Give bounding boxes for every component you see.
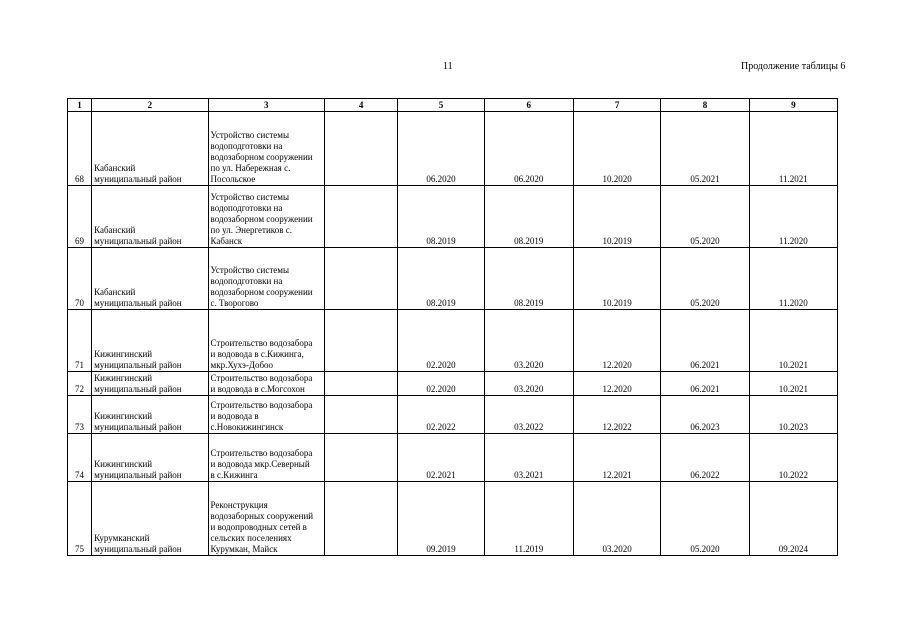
description-line: Строительство водозабора: [210, 400, 313, 410]
description-line: водозаборном сооружении: [210, 214, 313, 224]
description-line: водозаборных сооружений: [210, 511, 314, 521]
date-cell-c9: 10.2021: [749, 310, 837, 372]
table-continuation-label: Продолжение таблицы 6: [741, 61, 846, 72]
col-header: 9: [749, 99, 837, 112]
date-cell-c9: 11.2021: [749, 112, 837, 186]
description-line: водозаборном сооружении: [210, 287, 313, 297]
date-cell-c8: 05.2020: [661, 186, 749, 248]
district-cell: [92, 112, 208, 186]
description-line: Реконструкция: [210, 500, 268, 510]
district-line: муниципальный район: [94, 360, 182, 370]
description-line: Строительство водозабора: [210, 448, 313, 458]
date-cell-c7: 10.2020: [573, 112, 660, 186]
date-cell-c6: 11.2019: [484, 482, 573, 556]
description-line: Устройство системы: [210, 192, 290, 202]
description-cell: [208, 482, 324, 556]
date-cell-c8: 06.2021: [661, 372, 749, 396]
description-cell: [208, 112, 324, 186]
district-line: Кижингинский: [94, 349, 153, 359]
description-line: мкр.Хухэ-Добоо: [210, 360, 274, 370]
date-cell-c5: 08.2019: [398, 186, 484, 248]
col-header: 8: [661, 99, 749, 112]
district-cell: [92, 482, 208, 556]
date-cell-c4: [325, 434, 398, 482]
description-line: водоподготовки на: [210, 141, 283, 151]
date-cell-c4: [325, 396, 398, 434]
description-line: водозаборном сооружении: [210, 152, 313, 162]
date-cell-c6: 03.2020: [484, 310, 573, 372]
description-cell: [208, 310, 324, 372]
row-number-cell: 74: [68, 434, 92, 482]
row-number-cell: 72: [68, 372, 92, 396]
date-cell-c4: [325, 310, 398, 372]
date-cell-c9: 11.2020: [749, 186, 837, 248]
description-line: водоподготовки на: [210, 276, 283, 286]
date-cell-c5: 02.2020: [398, 372, 484, 396]
row-number-cell: 69: [68, 186, 92, 248]
date-cell-c5: 02.2021: [398, 434, 484, 482]
description-line: Строительство водозабора: [210, 373, 313, 383]
date-cell-c9: 10.2021: [749, 372, 837, 396]
district-line: Кижингинский: [94, 373, 153, 383]
district-line: Кабанский: [94, 287, 136, 297]
description-line: Курумкан, Майск: [210, 544, 278, 554]
district-line: муниципальный район: [94, 384, 182, 394]
col-header: 4: [325, 99, 398, 112]
description-line: Посольское: [210, 174, 256, 184]
district-line: муниципальный район: [94, 298, 182, 308]
date-cell-c8: 06.2023: [661, 396, 749, 434]
date-cell-c4: [325, 112, 398, 186]
table-body: [68, 112, 838, 556]
date-cell-c7: 03.2020: [573, 482, 660, 556]
date-cell-c5: 02.2022: [398, 396, 484, 434]
description-line: Устройство системы: [210, 130, 290, 140]
description-cell: [208, 248, 324, 310]
date-cell-c5: 08.2019: [398, 248, 484, 310]
table-row: [68, 112, 838, 186]
page-number: 11: [443, 61, 453, 72]
district-cell: [92, 186, 208, 248]
description-line: по ул. Набережная с.: [210, 163, 291, 173]
district-line: Кижингинский: [94, 459, 153, 469]
description-cell: [208, 396, 324, 434]
district-cell: [92, 310, 208, 372]
col-header: 3: [208, 99, 324, 112]
date-cell-c5: 06.2020: [398, 112, 484, 186]
district-line: Кабанский: [94, 163, 136, 173]
date-cell-c7: 12.2022: [573, 396, 660, 434]
date-cell-c7: 10.2019: [573, 248, 660, 310]
description-line: водоподготовки на: [210, 203, 283, 213]
date-cell-c6: 06.2020: [484, 112, 573, 186]
district-line: Кижингинский: [94, 411, 153, 421]
description-cell: [208, 434, 324, 482]
date-cell-c6: 03.2021: [484, 434, 573, 482]
col-header: 2: [92, 99, 208, 112]
date-cell-c7: 12.2020: [573, 310, 660, 372]
description-line: сельских поселениях: [210, 533, 292, 543]
row-number-cell: 73: [68, 396, 92, 434]
table-row: [68, 186, 838, 248]
table-row: [68, 434, 838, 482]
district-cell: [92, 434, 208, 482]
description-line: Кабанск: [210, 236, 243, 246]
description-line: Строительство водозабора: [210, 338, 313, 348]
table-row: [68, 372, 838, 396]
district-line: муниципальный район: [94, 236, 182, 246]
date-cell-c5: 09.2019: [398, 482, 484, 556]
date-cell-c9: 11.2020: [749, 248, 837, 310]
date-cell-c6: 03.2020: [484, 372, 573, 396]
district-line: муниципальный район: [94, 470, 182, 480]
date-cell-c8: 06.2021: [661, 310, 749, 372]
row-number-cell: 75: [68, 482, 92, 556]
date-cell-c4: [325, 482, 398, 556]
district-line: Курумканский: [94, 533, 150, 543]
table-row: [68, 248, 838, 310]
district-line: Кабанский: [94, 225, 136, 235]
date-cell-c6: 08.2019: [484, 248, 573, 310]
date-cell-c6: 03.2022: [484, 396, 573, 434]
date-cell-c7: 12.2021: [573, 434, 660, 482]
col-header: 5: [398, 99, 484, 112]
description-line: и водопроводных сетей в: [210, 522, 307, 532]
row-number-cell: 71: [68, 310, 92, 372]
schedule-table: [67, 98, 838, 556]
col-header: 1: [68, 99, 92, 112]
date-cell-c4: [325, 186, 398, 248]
col-header: 7: [573, 99, 660, 112]
district-cell: [92, 372, 208, 396]
description-line: Устройство системы: [210, 265, 290, 275]
row-number-cell: 68: [68, 112, 92, 186]
table-row: [68, 310, 838, 372]
date-cell-c8: 05.2020: [661, 482, 749, 556]
description-line: и водовода в с.Могсохон: [210, 384, 305, 394]
date-cell-c6: 08.2019: [484, 186, 573, 248]
district-line: муниципальный район: [94, 544, 182, 554]
description-cell: [208, 372, 324, 396]
date-cell-c8: 05.2021: [661, 112, 749, 186]
description-line: по ул. Энергетиков с.: [210, 225, 292, 235]
description-cell: [208, 186, 324, 248]
district-cell: [92, 396, 208, 434]
date-cell-c8: 05.2020: [661, 248, 749, 310]
col-header: 6: [484, 99, 573, 112]
date-cell-c9: 10.2022: [749, 434, 837, 482]
row-number-cell: 70: [68, 248, 92, 310]
date-cell-c7: 10.2019: [573, 186, 660, 248]
description-line: и водовода в: [210, 411, 259, 421]
date-cell-c5: 02.2020: [398, 310, 484, 372]
date-cell-c7: 12.2020: [573, 372, 660, 396]
date-cell-c9: 10.2023: [749, 396, 837, 434]
description-line: в с.Кижинга: [210, 470, 258, 480]
description-line: и водовода мкр.Северный: [210, 459, 310, 469]
date-cell-c4: [325, 372, 398, 396]
description-line: с.Новокижингинск: [210, 422, 284, 432]
date-cell-c8: 06.2022: [661, 434, 749, 482]
district-cell: [92, 248, 208, 310]
district-line: муниципальный район: [94, 422, 182, 432]
header-row: [68, 99, 838, 112]
description-line: и водовода в с.Кижинга,: [210, 349, 304, 359]
table-row: [68, 396, 838, 434]
description-line: с. Творогово: [210, 298, 259, 308]
district-line: муниципальный район: [94, 174, 182, 184]
date-cell-c9: 09.2024: [749, 482, 837, 556]
table-row: [68, 482, 838, 556]
date-cell-c4: [325, 248, 398, 310]
